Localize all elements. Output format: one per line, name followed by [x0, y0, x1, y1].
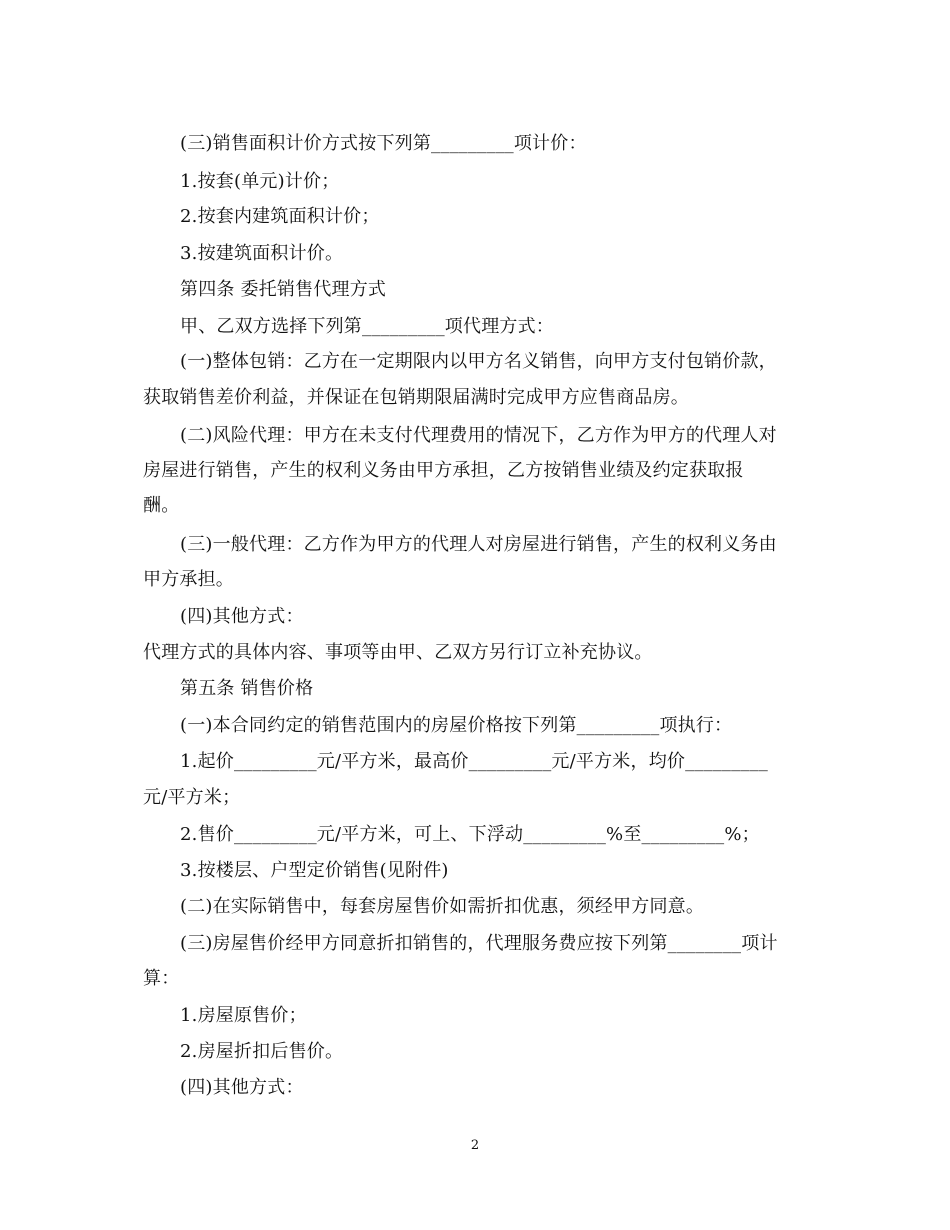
- text-line: 2.按套内建筑面积计价；: [180, 206, 380, 227]
- text-line: 1.起价_________元/平方米，最高价_________元/平方米，均价_________: [180, 751, 768, 772]
- text-line: (三)一般代理：乙方作为甲方的代理人对房屋进行销售，产生的权利义务由: [180, 534, 777, 555]
- text-line: 2.房屋折扣后售价。: [180, 1041, 344, 1062]
- text-line: (一)整体包销：乙方在一定期限内以甲方名义销售，向甲方支付包销价款，: [180, 351, 777, 372]
- text-line: (二)在实际销售中，每套房屋售价如需折扣优惠，须经甲方同意。: [180, 896, 705, 917]
- text-line: 3.按楼层、户型定价销售(见附件): [180, 860, 449, 881]
- text-line: 酬。: [143, 495, 180, 516]
- text-line: 代理方式的具体内容、事项等由甲、乙双方另行订立补充协议。: [143, 642, 653, 663]
- text-line: (一)本合同约定的销售范围内的房屋价格按下列第_________项执行：: [180, 715, 733, 736]
- text-line: (三)销售面积计价方式按下列第_________项计价：: [180, 133, 587, 154]
- text-line: (三)房屋售价经甲方同意折扣销售的，代理服务费应按下列第________项计: [180, 933, 778, 954]
- text-line: 3.按建筑面积计价。: [180, 243, 344, 264]
- text-line: (四)其他方式：: [180, 606, 304, 627]
- text-line: (四)其他方式：: [180, 1077, 304, 1098]
- text-line: 甲、乙双方选择下列第_________项代理方式：: [180, 316, 554, 337]
- section-heading: 第五条 销售价格: [180, 678, 314, 699]
- text-line: 2.售价_________元/平方米，可上、下浮动_________%至_________%；: [180, 824, 760, 845]
- text-line: 元/平方米；: [143, 787, 241, 808]
- text-line: (二)风险代理：甲方在未支付代理费用的情况下，乙方作为甲方的代理人对: [180, 425, 777, 446]
- text-line: 甲方承担。: [143, 569, 234, 590]
- text-line: 1.房屋原售价；: [180, 1005, 307, 1026]
- text-line: 房屋进行销售，产生的权利义务由甲方承担，乙方按销售业绩及约定获取报: [143, 460, 744, 481]
- text-line: 算：: [143, 968, 180, 989]
- text-line: 获取销售差价利益，并保证在包销期限届满时完成甲方应售商品房。: [143, 387, 689, 408]
- page-number: 2: [470, 1138, 480, 1153]
- section-heading: 第四条 委托销售代理方式: [180, 279, 387, 300]
- text-line: 1.按套(单元)计价；: [180, 171, 340, 192]
